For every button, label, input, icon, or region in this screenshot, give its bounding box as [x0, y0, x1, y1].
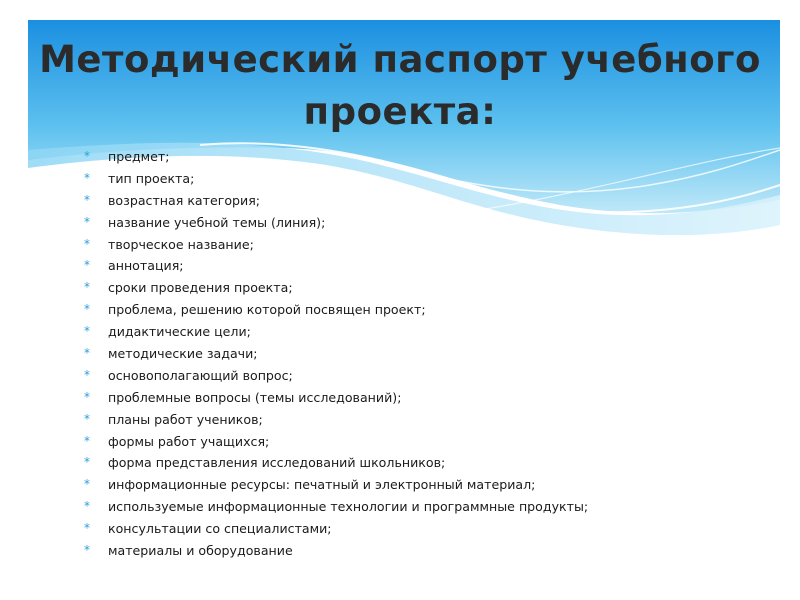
list-item — [80, 387, 780, 409]
list-item-text: проблема, решению которой посвящен проект; — [108, 302, 426, 318]
list-item-text: творческое название; — [108, 236, 254, 252]
list-item-text: методические задачи; — [108, 346, 258, 362]
list-item-text: информационные ресурсы: печатный и электронный материал; — [108, 477, 536, 493]
list-item-text: материалы и оборудование — [108, 543, 293, 559]
asterisk-icon: * — [84, 455, 90, 470]
list-item-text: формы работ учащихся; — [108, 433, 270, 449]
list-item-text: предмет; — [108, 149, 170, 164]
asterisk-icon: * — [84, 149, 90, 163]
list-item-text: тип проекта; — [108, 170, 195, 186]
list-item-text: используемые информационные технологии и программные продукты; — [108, 499, 589, 515]
asterisk-icon: * — [84, 367, 90, 382]
list-item-text: название учебной темы (линия); — [108, 214, 326, 230]
list-item — [80, 540, 780, 562]
list-item — [80, 518, 780, 540]
asterisk-icon: * — [84, 170, 90, 185]
list-item — [80, 190, 780, 212]
list-item-text: форма представления исследований школьников; — [108, 455, 446, 471]
list-item-text: сроки проведения проекта; — [108, 280, 293, 296]
list-item-text: консультации со специалистами; — [108, 521, 332, 537]
list-item-text: планы работ учеников; — [108, 411, 263, 427]
asterisk-icon: * — [84, 236, 90, 251]
bullet-list — [80, 146, 780, 562]
list-item — [80, 452, 780, 474]
list-item — [80, 146, 780, 168]
asterisk-icon: * — [84, 280, 90, 295]
list-item — [80, 365, 780, 387]
list-item-text: проблемные вопросы (темы исследований); — [108, 389, 402, 405]
asterisk-icon: * — [84, 302, 90, 317]
asterisk-icon: * — [84, 477, 90, 492]
asterisk-icon: * — [84, 411, 90, 426]
list-item — [80, 299, 780, 321]
list-item-text: возрастная категория; — [108, 192, 261, 208]
asterisk-icon: * — [84, 543, 90, 558]
list-item — [80, 343, 780, 365]
list-item — [80, 234, 780, 256]
asterisk-icon: * — [84, 214, 90, 229]
asterisk-icon: * — [84, 192, 90, 207]
list-item — [80, 496, 780, 518]
asterisk-icon: * — [84, 324, 90, 339]
list-item — [80, 277, 780, 299]
list-item — [80, 212, 780, 234]
list-item-text: аннотация; — [108, 258, 184, 274]
list-item — [80, 409, 780, 431]
asterisk-icon: * — [84, 389, 90, 404]
list-item — [80, 255, 780, 277]
list-item-text: основополагающий вопрос; — [108, 367, 293, 383]
asterisk-icon: * — [84, 258, 90, 273]
list-item-text: дидактические цели; — [108, 324, 251, 340]
list-item — [80, 321, 780, 343]
list-item — [80, 431, 780, 453]
list-item — [80, 168, 780, 190]
slide-title: Методический паспорт учебного проекта: — [39, 38, 761, 133]
asterisk-icon: * — [84, 346, 90, 361]
asterisk-icon: * — [84, 499, 90, 514]
asterisk-icon: * — [84, 521, 90, 536]
list-item — [80, 474, 780, 496]
asterisk-icon: * — [84, 433, 90, 448]
